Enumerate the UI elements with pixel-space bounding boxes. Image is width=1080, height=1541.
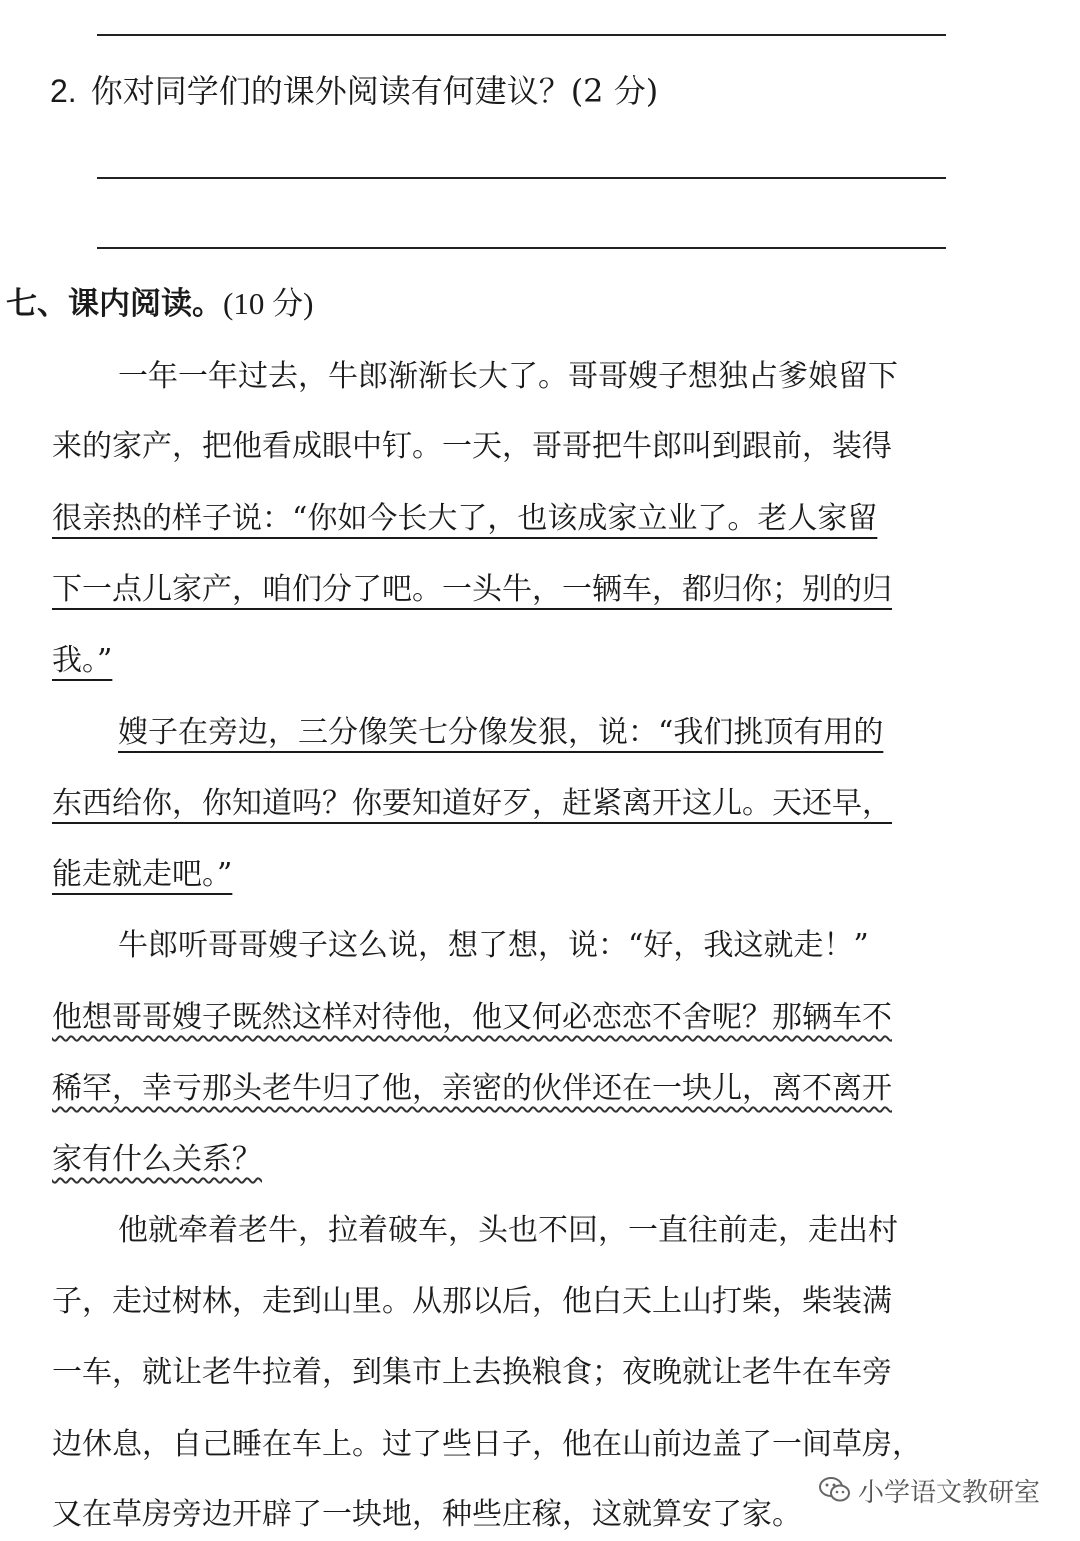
question-2	[50, 68, 658, 114]
passage-line	[52, 493, 945, 545]
passage-line	[52, 421, 945, 473]
underlined-text: 能走就走吧。”	[52, 857, 233, 892]
section-heading: 七、课内阅读。	[6, 286, 223, 322]
passage-line	[52, 1205, 945, 1257]
underlined-text: 下一点儿家产，咱们分了吧。一头牛，一辆车，都归你；别的归	[52, 572, 892, 607]
passage-line	[52, 920, 945, 972]
passage-line	[52, 564, 945, 616]
underlined-text: 我。”	[52, 643, 113, 678]
passage-line	[52, 778, 945, 830]
passage-line	[52, 1063, 945, 1115]
wechat-icon	[818, 1475, 852, 1505]
watermark-text: 小学语文教研室	[858, 1477, 1041, 1508]
passage-line	[52, 1347, 945, 1399]
passage-text: 一年一年过去，牛郎渐渐长大了。哥哥嫂子想独占爹娘留下	[118, 359, 898, 394]
watermark	[818, 1470, 1040, 1510]
passage-line	[52, 635, 945, 687]
passage-text: 牛郎听哥哥嫂子这么说，想了想，说：“好，我这就走！”	[118, 928, 869, 963]
passage-line	[52, 849, 945, 901]
question-text: 你对同学们的课外阅读有何建议？(2 分)	[90, 72, 659, 110]
underlined-text: 很亲热的样子说：“你如今长大了，也该成家立业了。老人家留	[52, 501, 878, 536]
answer-line-3	[97, 247, 946, 249]
passage-text: 一车，就让老牛拉着，到集市上去换粮食；夜晚就让老牛在车旁	[52, 1355, 892, 1390]
passage-text: 又在草房旁边开辟了一块地，种些庄稼，这就算安了家。	[52, 1497, 802, 1532]
passage-text: 来的家产，把他看成眼中钉。一天，哥哥把牛郎叫到跟前，装得	[52, 429, 892, 464]
passage-text: 边休息，自己睡在车上。过了些日子，他在山前边盖了一间草房，	[52, 1427, 922, 1462]
passage-line	[52, 1489, 945, 1541]
underlined-text: 嫂子在旁边，三分像笑七分像发狠，说：“我们挑顶有用的	[118, 715, 884, 750]
passage-line	[52, 1134, 945, 1186]
answer-line-1	[97, 34, 946, 36]
section-points: (10 分)	[223, 286, 314, 321]
passage-text: 子，走过树林，走到山里。从那以后，他白天上山打柴，柴装满	[52, 1284, 892, 1319]
passage-line	[52, 992, 945, 1044]
wavy-underlined-text: 稀罕，幸亏那头老牛归了他，亲密的伙伴还在一块儿，离不离开	[52, 1071, 892, 1106]
answer-line-2	[97, 177, 946, 179]
question-number: 2.	[50, 73, 77, 109]
passage-line	[52, 351, 945, 403]
passage-line	[52, 1419, 945, 1471]
wavy-underlined-text: 他想哥哥嫂子既然这样对待他，他又何必恋恋不舍呢？那辆车不	[52, 1000, 892, 1035]
passage-line	[52, 707, 945, 759]
passage-text: 他就牵着老牛，拉着破车，头也不回，一直往前走，走出村	[118, 1213, 898, 1248]
passage-line	[52, 1276, 945, 1328]
wavy-underlined-text: 家有什么关系？	[52, 1142, 262, 1177]
section-title	[6, 281, 313, 327]
underlined-text: 东西给你，你知道吗？你要知道好歹，赶紧离开这儿。天还早，	[52, 786, 892, 821]
